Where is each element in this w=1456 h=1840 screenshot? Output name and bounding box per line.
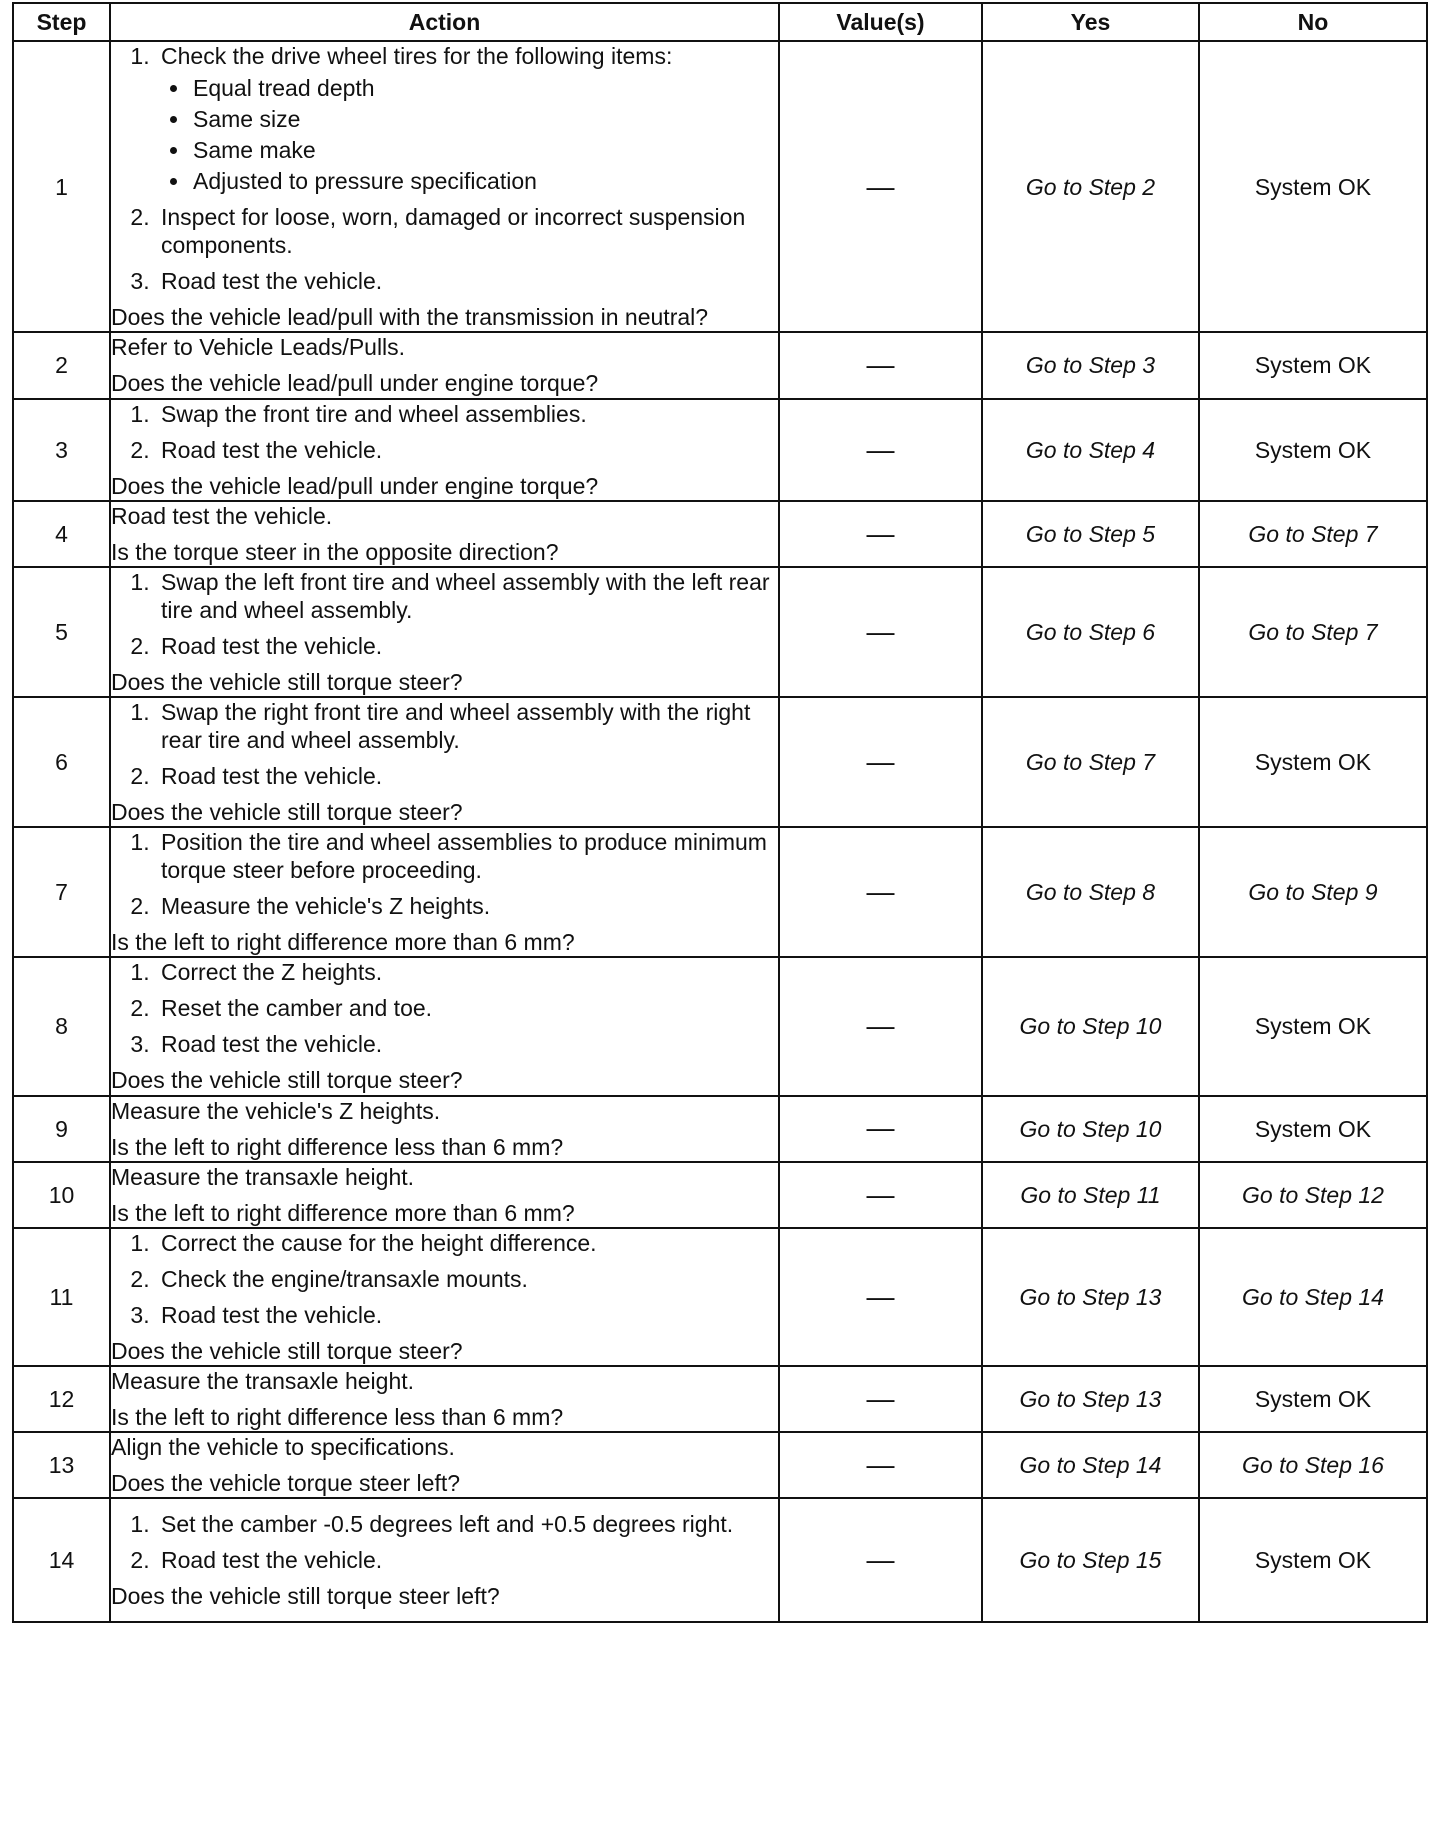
yes-result: Go to Step 8 xyxy=(1025,879,1156,906)
action-step xyxy=(156,632,778,660)
action-question: Is the left to right difference less than 6 mm? xyxy=(111,1403,564,1430)
yes-result: Go to Step 2 xyxy=(1025,173,1156,200)
action-cell xyxy=(110,399,779,501)
yes-result: Go to Step 13 xyxy=(1019,1283,1162,1310)
step-number: 8 xyxy=(13,957,110,1095)
action-cell xyxy=(110,567,779,697)
action-step-list xyxy=(111,958,778,1058)
action-question: Does the vehicle still torque steer? xyxy=(111,1067,463,1094)
action-step-text: Road test the vehicle. xyxy=(161,763,383,790)
no-result: Go to Step 7 xyxy=(1248,520,1378,547)
step-number: 9 xyxy=(13,1096,110,1162)
yes-cell xyxy=(982,41,1199,332)
no-cell xyxy=(1199,1228,1427,1366)
action-step-text: Swap the right front tire and wheel assembly with the right rear tire and wheel assembly. xyxy=(161,698,751,753)
action-step xyxy=(156,1229,778,1257)
action-step-list xyxy=(111,568,778,660)
yes-result: Go to Step 10 xyxy=(1019,1115,1162,1142)
action-instruction: Measure the transaxle height. xyxy=(111,1163,415,1190)
no-result: Go to Step 12 xyxy=(1242,1181,1384,1208)
action-step-text: Road test the vehicle. xyxy=(161,1301,383,1328)
yes-result: Go to Step 13 xyxy=(1019,1385,1162,1412)
yes-cell xyxy=(982,1228,1199,1366)
action-question: Does the vehicle torque steer left? xyxy=(111,1470,461,1497)
yes-result: Go to Step 4 xyxy=(1025,436,1156,463)
action-question: Is the left to right difference more than 6 mm? xyxy=(111,1199,575,1226)
table-row xyxy=(13,41,1427,332)
no-result: Go to Step 16 xyxy=(1242,1451,1384,1478)
table-row xyxy=(13,1498,1427,1622)
no-cell xyxy=(1199,41,1427,332)
action-step-text: Correct the cause for the height difference. xyxy=(161,1229,597,1256)
step-number: 2 xyxy=(13,332,110,398)
action-step xyxy=(156,892,778,920)
action-step-text: Check the engine/transaxle mounts. xyxy=(161,1265,528,1292)
action-step-text: Position the tire and wheel assemblies to produce minimum torque steer before proceeding. xyxy=(161,829,767,884)
action-instruction: Measure the transaxle height. xyxy=(111,1367,415,1394)
action-question: Does the vehicle still torque steer? xyxy=(111,668,463,695)
yes-result: Go to Step 5 xyxy=(1025,520,1156,547)
inspection-item: • Same make xyxy=(191,136,778,164)
step-number: 4 xyxy=(13,501,110,567)
yes-cell xyxy=(982,399,1199,501)
no-cell xyxy=(1199,1096,1427,1162)
diagnostic-table xyxy=(12,2,1428,1623)
action-step-text: Set the camber -0.5 degrees left and +0.5 degrees right. xyxy=(161,1510,734,1537)
action-cell xyxy=(110,827,779,957)
inspection-item: • Same size xyxy=(191,105,778,133)
action-step xyxy=(156,203,778,259)
value-cell: — xyxy=(779,957,982,1095)
action-question: Does the vehicle still torque steer? xyxy=(111,799,463,826)
action-step-text: Road test the vehicle. xyxy=(161,1547,383,1574)
yes-cell xyxy=(982,567,1199,697)
yes-cell xyxy=(982,957,1199,1095)
action-question: Does the vehicle still torque steer left? xyxy=(111,1583,500,1610)
value-cell: — xyxy=(779,1096,982,1162)
step-number: 5 xyxy=(13,567,110,697)
action-step-list xyxy=(111,698,778,790)
no-result: Go to Step 14 xyxy=(1242,1283,1384,1310)
no-result: System OK xyxy=(1254,436,1372,463)
yes-cell xyxy=(982,501,1199,567)
no-result: System OK xyxy=(1254,749,1372,775)
header-no: No xyxy=(1199,3,1427,41)
table-row xyxy=(13,567,1427,697)
action-question: Is the left to right difference less than 6 mm? xyxy=(111,1133,564,1160)
action-step xyxy=(156,568,778,624)
action-step-list xyxy=(111,1510,778,1574)
action-step xyxy=(156,42,778,195)
no-cell xyxy=(1199,567,1427,697)
no-cell xyxy=(1199,957,1427,1095)
value-cell: — xyxy=(779,1366,982,1432)
action-question: Does the vehicle lead/pull with the transmission in neutral? xyxy=(111,304,709,331)
header-yes: Yes xyxy=(982,3,1199,41)
table-row xyxy=(13,399,1427,501)
action-step-text: Correct the Z heights. xyxy=(161,959,383,986)
no-result: Go to Step 7 xyxy=(1248,618,1378,645)
action-question: Is the torque steer in the opposite direction? xyxy=(111,538,559,565)
table-body xyxy=(13,41,1427,1622)
no-cell xyxy=(1199,332,1427,398)
action-step-list xyxy=(111,1229,778,1329)
no-result: System OK xyxy=(1254,352,1372,379)
step-number: 12 xyxy=(13,1366,110,1432)
table-row xyxy=(13,332,1427,398)
action-cell xyxy=(110,332,779,398)
action-cell xyxy=(110,1498,779,1622)
header-step: Step xyxy=(13,3,110,41)
action-step-text: Road test the vehicle. xyxy=(161,268,383,295)
yes-result: Go to Step 15 xyxy=(1019,1547,1162,1574)
action-step xyxy=(156,994,778,1022)
action-step-text: Swap the front tire and wheel assemblies. xyxy=(161,400,587,427)
action-instruction: Align the vehicle to specifications. xyxy=(111,1433,455,1460)
action-step xyxy=(156,1301,778,1329)
value-cell: — xyxy=(779,1432,982,1498)
yes-result: Go to Step 10 xyxy=(1019,1013,1162,1040)
step-number: 10 xyxy=(13,1162,110,1228)
yes-cell xyxy=(982,827,1199,957)
action-instruction: Refer to Vehicle Leads/Pulls. xyxy=(111,334,406,361)
table-row xyxy=(13,501,1427,567)
action-step xyxy=(156,1510,778,1538)
no-cell xyxy=(1199,697,1427,827)
no-result: System OK xyxy=(1254,1013,1372,1040)
action-step-list xyxy=(111,400,778,464)
yes-result: Go to Step 11 xyxy=(1020,1181,1161,1208)
action-cell xyxy=(110,41,779,332)
header-value: Value(s) xyxy=(779,3,982,41)
no-cell xyxy=(1199,1366,1427,1432)
action-cell xyxy=(110,1228,779,1366)
action-cell xyxy=(110,1366,779,1432)
value-cell: — xyxy=(779,41,982,332)
step-number: 11 xyxy=(13,1228,110,1366)
action-cell xyxy=(110,1432,779,1498)
inspection-item-list xyxy=(161,74,778,195)
step-number: 14 xyxy=(13,1498,110,1622)
no-result: Go to Step 9 xyxy=(1248,879,1378,906)
no-result: System OK xyxy=(1254,1115,1372,1142)
yes-result: Go to Step 6 xyxy=(1025,618,1156,645)
yes-cell xyxy=(982,1366,1199,1432)
action-cell xyxy=(110,697,779,827)
inspection-item: • Equal tread depth xyxy=(191,74,778,102)
table-row xyxy=(13,1366,1427,1432)
action-step xyxy=(156,762,778,790)
action-cell xyxy=(110,501,779,567)
action-instruction: Measure the vehicle's Z heights. xyxy=(111,1097,441,1124)
action-step-text: Check the drive wheel tires for the following items: xyxy=(161,43,673,69)
table-row xyxy=(13,827,1427,957)
action-step-text: Road test the vehicle. xyxy=(161,632,383,659)
no-cell xyxy=(1199,827,1427,957)
table-row xyxy=(13,957,1427,1095)
action-instruction: Road test the vehicle. xyxy=(111,502,333,529)
yes-cell xyxy=(982,1432,1199,1498)
action-step xyxy=(156,698,778,754)
action-step xyxy=(156,828,778,884)
action-cell xyxy=(110,957,779,1095)
action-step xyxy=(156,1030,778,1058)
no-cell xyxy=(1199,399,1427,501)
value-cell: — xyxy=(779,827,982,957)
yes-result: Go to Step 3 xyxy=(1025,352,1156,379)
yes-cell xyxy=(982,1498,1199,1622)
value-cell: — xyxy=(779,1162,982,1228)
action-step xyxy=(156,1265,778,1293)
action-step xyxy=(156,400,778,428)
action-cell xyxy=(110,1162,779,1228)
action-step-list xyxy=(111,828,778,920)
no-result: System OK xyxy=(1254,173,1372,200)
step-number: 1 xyxy=(13,41,110,332)
no-cell xyxy=(1199,1498,1427,1622)
table-row xyxy=(13,697,1427,827)
no-cell xyxy=(1199,501,1427,567)
action-step-text: Measure the vehicle's Z heights. xyxy=(161,893,491,920)
action-step-text: Road test the vehicle. xyxy=(161,436,383,463)
step-number: 3 xyxy=(13,399,110,501)
header-row xyxy=(13,3,1427,41)
value-cell: — xyxy=(779,1498,982,1622)
table-row xyxy=(13,1432,1427,1498)
action-step-text: Road test the vehicle. xyxy=(161,1031,383,1058)
no-result: System OK xyxy=(1254,1547,1372,1574)
action-step-text: Reset the camber and toe. xyxy=(161,995,433,1022)
table-row xyxy=(13,1162,1427,1228)
action-step xyxy=(156,436,778,464)
action-cell xyxy=(110,1096,779,1162)
action-step-text: Inspect for loose, worn, damaged or incorrect suspension components. xyxy=(161,204,746,259)
action-step xyxy=(156,958,778,986)
inspection-item: • Adjusted to pressure specification xyxy=(191,167,778,195)
yes-result: Go to Step 14 xyxy=(1019,1451,1162,1478)
step-number: 6 xyxy=(13,697,110,827)
value-cell: — xyxy=(779,567,982,697)
value-cell: — xyxy=(779,501,982,567)
yes-result: Go to Step 7 xyxy=(1025,749,1156,775)
header-action: Action xyxy=(110,3,779,41)
table-row xyxy=(13,1228,1427,1366)
action-question: Does the vehicle lead/pull under engine torque? xyxy=(111,472,599,499)
no-result: System OK xyxy=(1254,1385,1372,1412)
value-cell: — xyxy=(779,1228,982,1366)
yes-cell xyxy=(982,332,1199,398)
yes-cell xyxy=(982,697,1199,827)
value-cell: — xyxy=(779,399,982,501)
action-question: Does the vehicle still torque steer? xyxy=(111,1337,463,1364)
yes-cell xyxy=(982,1162,1199,1228)
no-cell xyxy=(1199,1162,1427,1228)
value-cell: — xyxy=(779,332,982,398)
yes-cell xyxy=(982,1096,1199,1162)
action-step-list xyxy=(111,42,778,295)
action-step xyxy=(156,1546,778,1574)
step-number: 13 xyxy=(13,1432,110,1498)
action-question: Is the left to right difference more than 6 mm? xyxy=(111,929,575,956)
action-step xyxy=(156,267,778,295)
table-row xyxy=(13,1096,1427,1162)
action-step-text: Swap the left front tire and wheel assembly with the left rear tire and wheel assembly. xyxy=(161,568,770,623)
no-cell xyxy=(1199,1432,1427,1498)
action-question: Does the vehicle lead/pull under engine torque? xyxy=(111,370,599,397)
value-cell: — xyxy=(779,697,982,827)
step-number: 7 xyxy=(13,827,110,957)
